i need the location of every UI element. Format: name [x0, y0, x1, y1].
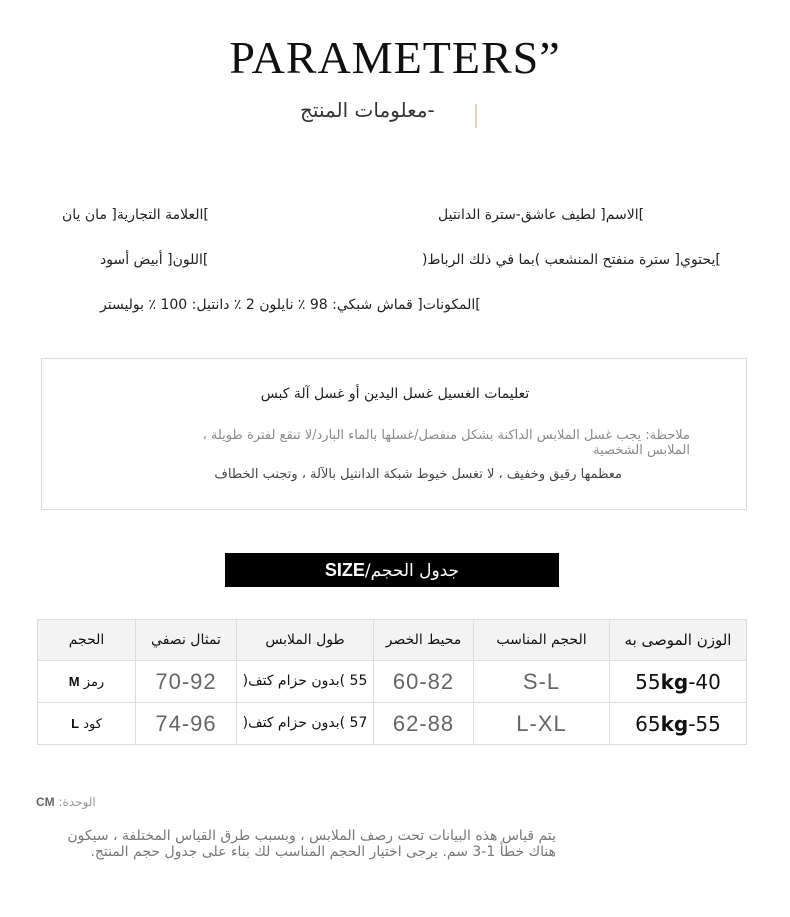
care-title: تعليمات الغسيل غسل اليدين أو غسل آلة كبس — [260, 386, 530, 402]
subtitle-divider — [475, 104, 477, 128]
header-length: طول الملابس — [237, 620, 374, 661]
header-fit: الحجم المناسب — [474, 620, 610, 661]
size-banner-arabic: جدول الحجم/ — [364, 561, 460, 581]
weight-min: -40 — [688, 669, 721, 694]
param-contents: ]يحتوي[ سترة منفتح المنشعب )بما في ذلك الرباط( — [422, 252, 721, 268]
header-size: الحجم — [38, 620, 136, 661]
length-cell: 55 )بدون حزام كتف( — [237, 661, 374, 703]
param-color: ]اللون[ أبيض أسود — [100, 252, 209, 268]
size-table — [37, 619, 747, 745]
size-code: L — [71, 715, 80, 731]
table-row — [38, 661, 747, 703]
bust-cell: 74-96 — [136, 703, 237, 745]
header-weight: الوزن الموصى به — [610, 620, 747, 661]
weight-cell — [610, 703, 747, 745]
page-subtitle: -معلومات المنتج — [300, 98, 435, 122]
fit-cell: L-XL — [474, 703, 610, 745]
weight-unit: kg — [660, 669, 689, 694]
length-cell: 57 )بدون حزام كتف( — [237, 703, 374, 745]
weight-max: 65 — [635, 711, 661, 736]
weight-cell — [610, 661, 747, 703]
size-code-cell — [38, 703, 136, 745]
weight-min: -55 — [688, 711, 721, 736]
waist-cell: 60-82 — [374, 661, 474, 703]
measurement-disclaimer: يتم قياس هذه البيانات تحت رصف الملابس ، وبسبب طرق القياس المختلفة ، سيكون هناك خطأ 1-3 سم. يرجى اختيار الحجم المناسب لك بناء على جدول حجم المنتج. — [67, 828, 556, 860]
size-chart-banner — [225, 553, 559, 587]
param-name: ]الاسم[ لطيف عاشق-سترة الدانتيل — [438, 207, 645, 223]
table-row — [38, 703, 747, 745]
fit-cell: S-L — [474, 661, 610, 703]
care-note-secondary: معظمها رقيق وخفيف ، لا تغسل خيوط شبكة الدانتيل بالآلة ، وتجنب الخطاف — [214, 467, 622, 482]
header-bust: تمثال نصفي — [136, 620, 237, 661]
size-banner-english: SIZE — [324, 560, 365, 580]
table-header-row — [38, 620, 747, 661]
header-waist: محيط الخصر — [374, 620, 474, 661]
care-note: ملاحظة: يجب غسل الملابس الداكنة بشكل منفصل/غسلها بالماء البارد/لا تنقع لفترة طويلة ، الملابس الشخصية — [202, 428, 690, 458]
unit-value: CM — [36, 795, 55, 809]
size-code-label: رمز — [79, 674, 105, 690]
unit-note — [36, 795, 96, 809]
weight-max: 55 — [635, 669, 661, 694]
weight-unit: kg — [660, 711, 689, 736]
bust-cell: 70-92 — [136, 661, 237, 703]
size-code: M — [68, 673, 80, 689]
waist-cell: 62-88 — [374, 703, 474, 745]
page-title: PARAMETERS” — [229, 32, 561, 83]
size-code-label: كود — [79, 716, 102, 732]
param-brand: ]العلامة التجارية[ مان يان — [62, 207, 209, 223]
size-code-cell — [38, 661, 136, 703]
param-material: ]المكونات[ قماش شبكي: 98 ٪ نايلون 2 ٪ دانتيل: 100 ٪ بوليستر — [100, 297, 481, 313]
unit-label: الوحدة: — [54, 795, 96, 809]
